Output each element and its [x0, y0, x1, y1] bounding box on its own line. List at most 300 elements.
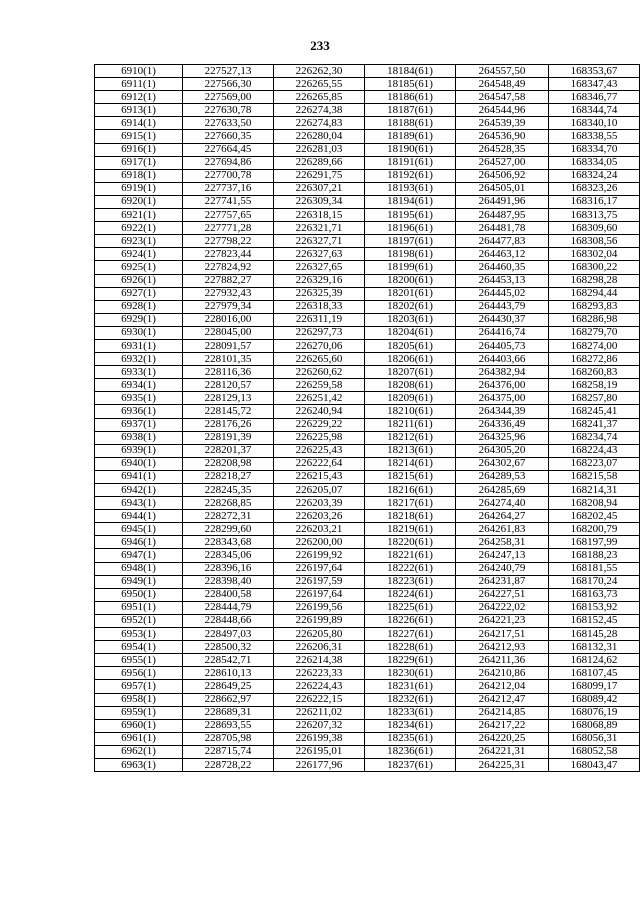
table-cell: 264527,00 — [456, 156, 549, 169]
table-cell: 18222(61) — [365, 562, 456, 575]
table-cell: 264261,83 — [456, 523, 549, 536]
table-cell: 228016,00 — [183, 313, 274, 326]
table-cell: 264453,13 — [456, 274, 549, 287]
table-cell: 18231(61) — [365, 680, 456, 693]
table-cell: 6935(1) — [95, 392, 183, 405]
table-row — [95, 104, 640, 117]
table-row — [95, 628, 640, 641]
table-cell: 226270,06 — [274, 339, 365, 352]
table-cell: 264211,36 — [456, 654, 549, 667]
table-row — [95, 575, 640, 588]
table-cell: 226309,34 — [274, 195, 365, 208]
table-row — [95, 484, 640, 497]
table-row — [95, 706, 640, 719]
table-cell: 264240,79 — [456, 562, 549, 575]
table-row — [95, 353, 640, 366]
table-cell: 6956(1) — [95, 667, 183, 680]
table-cell: 228129,13 — [183, 392, 274, 405]
table-cell: 168215,58 — [549, 470, 640, 483]
table-cell: 264539,39 — [456, 117, 549, 130]
table-cell: 264225,31 — [456, 758, 549, 771]
table-cell: 226215,43 — [274, 470, 365, 483]
table-row — [95, 549, 640, 562]
table-cell: 6939(1) — [95, 444, 183, 457]
table-cell: 168344,74 — [549, 104, 640, 117]
table-cell: 227798,22 — [183, 235, 274, 248]
table-cell: 264305,20 — [456, 444, 549, 457]
table-cell: 226199,89 — [274, 614, 365, 627]
table-cell: 226265,55 — [274, 78, 365, 91]
table-cell: 228218,27 — [183, 470, 274, 483]
table-cell: 168052,58 — [549, 745, 640, 758]
table-cell: 227694,86 — [183, 156, 274, 169]
table-cell: 226203,39 — [274, 497, 365, 510]
table-row — [95, 195, 640, 208]
table-cell: 264491,96 — [456, 195, 549, 208]
table-row — [95, 614, 640, 627]
table-cell: 168170,24 — [549, 575, 640, 588]
table-cell: 18225(61) — [365, 601, 456, 614]
table-cell: 18228(61) — [365, 641, 456, 654]
table-cell: 228542,71 — [183, 654, 274, 667]
table-cell: 168309,60 — [549, 222, 640, 235]
table-cell: 228101,35 — [183, 353, 274, 366]
table-cell: 264463,12 — [456, 248, 549, 261]
table-cell: 226222,64 — [274, 457, 365, 470]
table-cell: 264220,25 — [456, 732, 549, 745]
table-cell: 226259,58 — [274, 379, 365, 392]
table-cell: 168223,07 — [549, 457, 640, 470]
table-cell: 18232(61) — [365, 693, 456, 706]
table-cell: 6958(1) — [95, 693, 183, 706]
table-cell: 6934(1) — [95, 379, 183, 392]
table-cell: 18211(61) — [365, 418, 456, 431]
table-cell: 226274,83 — [274, 117, 365, 130]
table-cell: 226327,71 — [274, 235, 365, 248]
table-cell: 226274,38 — [274, 104, 365, 117]
table-cell: 227932,43 — [183, 287, 274, 300]
table-cell: 264214,85 — [456, 706, 549, 719]
table-cell: 264376,00 — [456, 379, 549, 392]
table-cell: 168152,45 — [549, 614, 640, 627]
table-cell: 264548,49 — [456, 78, 549, 91]
table-cell: 228728,22 — [183, 758, 274, 771]
table-row — [95, 470, 640, 483]
table-cell: 168197,99 — [549, 536, 640, 549]
table-row — [95, 457, 640, 470]
table-cell: 6951(1) — [95, 601, 183, 614]
table-cell: 168308,56 — [549, 235, 640, 248]
table-cell: 228268,85 — [183, 497, 274, 510]
table-row — [95, 209, 640, 222]
table-cell: 6936(1) — [95, 405, 183, 418]
table-cell: 226222,15 — [274, 693, 365, 706]
table-cell: 226203,26 — [274, 510, 365, 523]
table-cell: 264212,04 — [456, 680, 549, 693]
table-cell: 228176,26 — [183, 418, 274, 431]
table-cell: 18216(61) — [365, 484, 456, 497]
table-row — [95, 300, 640, 313]
table-cell: 228715,74 — [183, 745, 274, 758]
table-cell: 6923(1) — [95, 235, 183, 248]
table-cell: 228145,72 — [183, 405, 274, 418]
table-cell: 264336,49 — [456, 418, 549, 431]
table-cell: 6930(1) — [95, 326, 183, 339]
table-row — [95, 588, 640, 601]
table-cell: 6920(1) — [95, 195, 183, 208]
table-cell: 18226(61) — [365, 614, 456, 627]
table-cell: 6950(1) — [95, 588, 183, 601]
table-cell: 226206,31 — [274, 641, 365, 654]
table-cell: 226197,59 — [274, 575, 365, 588]
table-cell: 6928(1) — [95, 300, 183, 313]
table-cell: 168224,43 — [549, 444, 640, 457]
table-cell: 264221,23 — [456, 614, 549, 627]
table-cell: 18207(61) — [365, 366, 456, 379]
table-cell: 18230(61) — [365, 667, 456, 680]
table-cell: 18195(61) — [365, 209, 456, 222]
table-cell: 264210,86 — [456, 667, 549, 680]
table-row — [95, 379, 640, 392]
table-row — [95, 680, 640, 693]
table-cell: 226225,43 — [274, 444, 365, 457]
coordinates-table — [94, 64, 640, 772]
table-cell: 168234,74 — [549, 431, 640, 444]
table-row — [95, 261, 640, 274]
table-cell: 168245,41 — [549, 405, 640, 418]
table-cell: 264231,87 — [456, 575, 549, 588]
table-cell: 18186(61) — [365, 91, 456, 104]
table-cell: 264221,31 — [456, 745, 549, 758]
table-cell: 168334,05 — [549, 156, 640, 169]
table-cell: 6944(1) — [95, 510, 183, 523]
table-cell: 226325,39 — [274, 287, 365, 300]
table-cell: 18201(61) — [365, 287, 456, 300]
table-row — [95, 444, 640, 457]
table-cell: 6910(1) — [95, 65, 183, 78]
table-cell: 227757,65 — [183, 209, 274, 222]
table-cell: 228345,06 — [183, 549, 274, 562]
table-cell: 6911(1) — [95, 78, 183, 91]
table-cell: 18192(61) — [365, 169, 456, 182]
table-cell: 226229,22 — [274, 418, 365, 431]
page-number: 233 — [310, 38, 330, 53]
table-row — [95, 562, 640, 575]
table-cell: 18210(61) — [365, 405, 456, 418]
table-cell: 168293,83 — [549, 300, 640, 313]
table-cell: 18213(61) — [365, 444, 456, 457]
table-cell: 264443,79 — [456, 300, 549, 313]
table-cell: 168279,70 — [549, 326, 640, 339]
table-cell: 6961(1) — [95, 732, 183, 745]
table-cell: 168272,86 — [549, 353, 640, 366]
table-cell: 6929(1) — [95, 313, 183, 326]
table-cell: 226329,16 — [274, 274, 365, 287]
table-cell: 168076,19 — [549, 706, 640, 719]
table-row — [95, 536, 640, 549]
table-cell: 18236(61) — [365, 745, 456, 758]
table-cell: 6932(1) — [95, 353, 183, 366]
table-cell: 6954(1) — [95, 641, 183, 654]
table-cell: 18203(61) — [365, 313, 456, 326]
table-cell: 18199(61) — [365, 261, 456, 274]
table-cell: 168124,62 — [549, 654, 640, 667]
table-cell: 6949(1) — [95, 575, 183, 588]
table-cell: 228208,98 — [183, 457, 274, 470]
table-cell: 228610,13 — [183, 667, 274, 680]
table-cell: 264222,02 — [456, 601, 549, 614]
table-cell: 226260,62 — [274, 366, 365, 379]
table-cell: 18208(61) — [365, 379, 456, 392]
table-cell: 18233(61) — [365, 706, 456, 719]
table-row — [95, 654, 640, 667]
table-cell: 168241,37 — [549, 418, 640, 431]
table-cell: 168300,22 — [549, 261, 640, 274]
table-cell: 264382,94 — [456, 366, 549, 379]
table-cell: 264258,31 — [456, 536, 549, 549]
table-cell: 228396,16 — [183, 562, 274, 575]
table-cell: 228343,68 — [183, 536, 274, 549]
table-row — [95, 65, 640, 78]
table-cell: 6942(1) — [95, 484, 183, 497]
table-cell: 168056,31 — [549, 732, 640, 745]
table-cell: 168153,92 — [549, 601, 640, 614]
table-cell: 227660,35 — [183, 130, 274, 143]
table-cell: 227824,92 — [183, 261, 274, 274]
table-cell: 226265,85 — [274, 91, 365, 104]
table-cell: 18229(61) — [365, 654, 456, 667]
table-cell: 6914(1) — [95, 117, 183, 130]
table-cell: 264460,35 — [456, 261, 549, 274]
table-cell: 227664,45 — [183, 143, 274, 156]
table-cell: 18224(61) — [365, 588, 456, 601]
table-cell: 227700,78 — [183, 169, 274, 182]
table-cell: 226203,21 — [274, 523, 365, 536]
table-cell: 168132,31 — [549, 641, 640, 654]
table-cell: 227823,44 — [183, 248, 274, 261]
table-cell: 226199,92 — [274, 549, 365, 562]
table-cell: 6937(1) — [95, 418, 183, 431]
table-cell: 18234(61) — [365, 719, 456, 732]
table-cell: 228705,98 — [183, 732, 274, 745]
table-cell: 264302,67 — [456, 457, 549, 470]
table-cell: 228693,55 — [183, 719, 274, 732]
table-cell: 226318,15 — [274, 209, 365, 222]
table-cell: 168353,67 — [549, 65, 640, 78]
table-cell: 168334,70 — [549, 143, 640, 156]
table-cell: 6919(1) — [95, 182, 183, 195]
table-cell: 18218(61) — [365, 510, 456, 523]
table-cell: 18217(61) — [365, 497, 456, 510]
table-cell: 18206(61) — [365, 353, 456, 366]
table-cell: 226297,73 — [274, 326, 365, 339]
table-cell: 6933(1) — [95, 366, 183, 379]
table-cell: 228500,32 — [183, 641, 274, 654]
table-cell: 228120,57 — [183, 379, 274, 392]
table-cell: 18193(61) — [365, 182, 456, 195]
table-cell: 264481,78 — [456, 222, 549, 235]
table-cell: 226318,33 — [274, 300, 365, 313]
table-cell: 226197,64 — [274, 588, 365, 601]
table-row — [95, 601, 640, 614]
table-cell: 18196(61) — [365, 222, 456, 235]
table-cell: 6913(1) — [95, 104, 183, 117]
table-cell: 264289,53 — [456, 470, 549, 483]
table-cell: 264212,47 — [456, 693, 549, 706]
table-cell: 168043,47 — [549, 758, 640, 771]
table-row — [95, 117, 640, 130]
table-row — [95, 91, 640, 104]
table-cell: 228689,31 — [183, 706, 274, 719]
table-cell: 264217,22 — [456, 719, 549, 732]
table-cell: 264375,00 — [456, 392, 549, 405]
table-cell: 18184(61) — [365, 65, 456, 78]
table-cell: 226224,43 — [274, 680, 365, 693]
table-row — [95, 169, 640, 182]
table-cell: 6938(1) — [95, 431, 183, 444]
table-cell: 168340,10 — [549, 117, 640, 130]
table-cell: 226197,64 — [274, 562, 365, 575]
table-cell: 6963(1) — [95, 758, 183, 771]
table-cell: 226251,42 — [274, 392, 365, 405]
table-row — [95, 222, 640, 235]
table-cell: 226214,38 — [274, 654, 365, 667]
table-row — [95, 392, 640, 405]
table-cell: 168316,17 — [549, 195, 640, 208]
table-cell: 228299,60 — [183, 523, 274, 536]
table-row — [95, 156, 640, 169]
table-cell: 264445,02 — [456, 287, 549, 300]
table-row — [95, 182, 640, 195]
table-cell: 18187(61) — [365, 104, 456, 117]
table-cell: 6941(1) — [95, 470, 183, 483]
table-cell: 168298,28 — [549, 274, 640, 287]
table-cell: 6927(1) — [95, 287, 183, 300]
table-cell: 18197(61) — [365, 235, 456, 248]
table-cell: 227882,27 — [183, 274, 274, 287]
table-cell: 227771,28 — [183, 222, 274, 235]
table-cell: 264487,95 — [456, 209, 549, 222]
table-cell: 228245,35 — [183, 484, 274, 497]
table-cell: 168188,23 — [549, 549, 640, 562]
table-cell: 264264,27 — [456, 510, 549, 523]
table-cell: 226307,21 — [274, 182, 365, 195]
table-cell: 226321,71 — [274, 222, 365, 235]
table-cell: 6945(1) — [95, 523, 183, 536]
table-cell: 6940(1) — [95, 457, 183, 470]
table-cell: 226327,63 — [274, 248, 365, 261]
table-cell: 168274,00 — [549, 339, 640, 352]
table-cell: 228662,97 — [183, 693, 274, 706]
table-cell: 228448,66 — [183, 614, 274, 627]
table-cell: 6922(1) — [95, 222, 183, 235]
table-row — [95, 523, 640, 536]
table-cell: 228497,03 — [183, 628, 274, 641]
table-row — [95, 313, 640, 326]
table-cell: 18214(61) — [365, 457, 456, 470]
table-cell: 264430,37 — [456, 313, 549, 326]
table-cell: 264212,93 — [456, 641, 549, 654]
table-row — [95, 693, 640, 706]
table-cell: 18227(61) — [365, 628, 456, 641]
table-row — [95, 287, 640, 300]
table-cell: 227569,00 — [183, 91, 274, 104]
table-cell: 168313,75 — [549, 209, 640, 222]
table-cell: 18191(61) — [365, 156, 456, 169]
table-cell: 226205,80 — [274, 628, 365, 641]
table-row — [95, 732, 640, 745]
table-cell: 168163,73 — [549, 588, 640, 601]
table-cell: 18202(61) — [365, 300, 456, 313]
table-cell: 226200,00 — [274, 536, 365, 549]
table-cell: 18209(61) — [365, 392, 456, 405]
table-cell: 18205(61) — [365, 339, 456, 352]
table-cell: 226291,75 — [274, 169, 365, 182]
table-cell: 264227,51 — [456, 588, 549, 601]
table-cell: 264557,50 — [456, 65, 549, 78]
table-cell: 228045,00 — [183, 326, 274, 339]
table-row — [95, 431, 640, 444]
coordinates-table-body — [95, 65, 640, 772]
table-row — [95, 497, 640, 510]
table-cell: 168346,77 — [549, 91, 640, 104]
table-row — [95, 274, 640, 287]
table-cell: 6924(1) — [95, 248, 183, 261]
table-cell: 226280,04 — [274, 130, 365, 143]
table-cell: 264344,39 — [456, 405, 549, 418]
table-cell: 168200,79 — [549, 523, 640, 536]
table-cell: 18204(61) — [365, 326, 456, 339]
table-cell: 226265,60 — [274, 353, 365, 366]
table-cell: 168099,17 — [549, 680, 640, 693]
table-cell: 6946(1) — [95, 536, 183, 549]
table-cell: 6957(1) — [95, 680, 183, 693]
table-cell: 6953(1) — [95, 628, 183, 641]
table-cell: 6926(1) — [95, 274, 183, 287]
table-cell: 264477,83 — [456, 235, 549, 248]
table-cell: 226207,32 — [274, 719, 365, 732]
table-cell: 168338,55 — [549, 130, 640, 143]
table-cell: 264528,35 — [456, 143, 549, 156]
table-cell: 228116,36 — [183, 366, 274, 379]
table-row — [95, 719, 640, 732]
table-cell: 226199,38 — [274, 732, 365, 745]
table-cell: 18189(61) — [365, 130, 456, 143]
table-cell: 18221(61) — [365, 549, 456, 562]
table-cell: 6955(1) — [95, 654, 183, 667]
table-cell: 227737,16 — [183, 182, 274, 195]
table-cell: 18237(61) — [365, 758, 456, 771]
table-cell: 6943(1) — [95, 497, 183, 510]
table-cell: 6915(1) — [95, 130, 183, 143]
table-cell: 264285,69 — [456, 484, 549, 497]
table-cell: 168214,31 — [549, 484, 640, 497]
table-cell: 6931(1) — [95, 339, 183, 352]
table-cell: 226262,30 — [274, 65, 365, 78]
table-cell: 168260,83 — [549, 366, 640, 379]
table-cell: 228400,58 — [183, 588, 274, 601]
table-cell: 18188(61) — [365, 117, 456, 130]
table-cell: 6916(1) — [95, 143, 183, 156]
table-cell: 226225,98 — [274, 431, 365, 444]
table-cell: 264547,58 — [456, 91, 549, 104]
table-cell: 18200(61) — [365, 274, 456, 287]
table-cell: 6917(1) — [95, 156, 183, 169]
table-cell: 168068,89 — [549, 719, 640, 732]
table-row — [95, 326, 640, 339]
table-cell: 6960(1) — [95, 719, 183, 732]
table-cell: 18198(61) — [365, 248, 456, 261]
